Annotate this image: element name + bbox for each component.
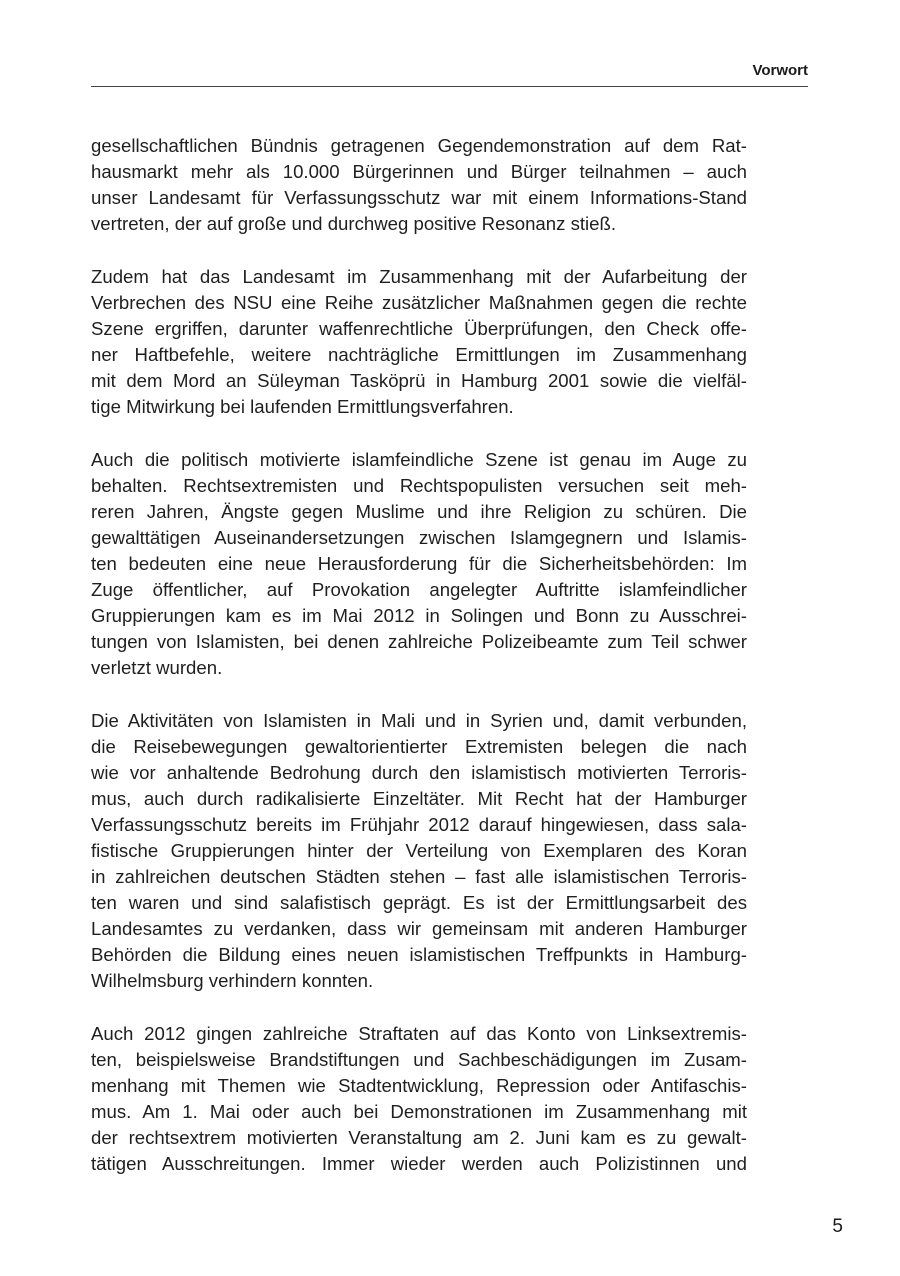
text-line: mus. Am 1. Mai oder auch bei Demonstrationen im Zusammenhang mit bbox=[91, 1101, 747, 1122]
text-line: hausmarkt mehr als 10.000 Bürgerinnen und Bürger teilnahmen – auch bbox=[91, 161, 747, 182]
text-line: Auch die politisch motivierte islamfeindliche Szene ist genau im Auge zu bbox=[91, 449, 747, 470]
text-line: Behörden die Bildung eines neuen islamistischen Treffpunkts in Hamburg- bbox=[91, 944, 747, 965]
text-line: ten waren und sind salafistisch geprägt. Es ist der Ermittlungsarbeit des bbox=[91, 892, 747, 913]
text-line: ner Haftbefehle, weitere nachträgliche Ermittlungen im Zusammenhang bbox=[91, 344, 747, 365]
text-line: tungen von Islamisten, bei denen zahlreiche Polizeibeamte zum Teil schwer bbox=[91, 631, 747, 652]
text-line: mus, auch durch radikalisierte Einzeltäter. Mit Recht hat der Hamburger bbox=[91, 788, 747, 809]
text-line: Landesamtes zu verdanken, dass wir gemeinsam mit anderen Hamburger bbox=[91, 918, 747, 939]
text-line: tätigen Ausschreitungen. Immer wieder werden auch Polizistinnen und bbox=[91, 1153, 747, 1174]
text-line: Verfassungsschutz bereits im Frühjahr 2012 darauf hingewiesen, dass sala- bbox=[91, 814, 747, 835]
text-line: Gruppierungen kam es im Mai 2012 in Solingen und Bonn zu Ausschrei- bbox=[91, 605, 747, 626]
text-line: Die Aktivitäten von Islamisten in Mali und in Syrien und, damit verbunden, bbox=[91, 710, 747, 731]
text-line: ten bedeuten eine neue Herausforderung für die Sicherheitsbehörden: Im bbox=[91, 553, 747, 574]
body-text bbox=[91, 133, 747, 1204]
paragraph-3 bbox=[91, 447, 747, 681]
page-number: 5 bbox=[832, 1216, 843, 1237]
text-line: wie vor anhaltende Bedrohung durch den islamistisch motivierten Terroris- bbox=[91, 762, 747, 783]
text-line: unser Landesamt für Verfassungsschutz war mit einem Informations-Stand bbox=[91, 187, 747, 208]
text-line: gesellschaftlichen Bündnis getragenen Gegendemonstration auf dem Rat- bbox=[91, 135, 747, 156]
text-line: behalten. Rechtsextremisten und Rechtspopulisten versuchen seit meh- bbox=[91, 475, 747, 496]
text-line: Verbrechen des NSU eine Reihe zusätzlicher Maßnahmen gegen die rechte bbox=[91, 292, 747, 313]
header-title: Vorwort bbox=[752, 62, 808, 79]
text-line: gewalttätigen Auseinandersetzungen zwischen Islamgegnern und Islamis- bbox=[91, 527, 747, 548]
text-line: der rechtsextrem motivierten Veranstaltung am 2. Juni kam es zu gewalt- bbox=[91, 1127, 747, 1148]
text-line: vertreten, der auf große und durchweg positive Resonanz stieß. bbox=[91, 213, 617, 234]
text-line: mit dem Mord an Süleyman Tasköprü in Hamburg 2001 sowie die vielfäl- bbox=[91, 370, 747, 391]
text-line: fistische Gruppierungen hinter der Verteilung von Exemplaren des Koran bbox=[91, 840, 747, 861]
running-header bbox=[91, 62, 808, 87]
text-line: die Reisebewegungen gewaltorientierter Extremisten belegen die nach bbox=[91, 736, 747, 757]
text-line: Wilhelmsburg verhindern konnten. bbox=[91, 970, 374, 991]
paragraph-4 bbox=[91, 708, 747, 994]
text-line: Szene ergriffen, darunter waffenrechtliche Überprüfungen, den Check offe- bbox=[91, 318, 747, 339]
text-line: Auch 2012 gingen zahlreiche Straftaten auf das Konto von Linksextremis- bbox=[91, 1023, 747, 1044]
text-line: verletzt wurden. bbox=[91, 657, 223, 678]
text-line: Zudem hat das Landesamt im Zusammenhang mit der Aufarbeitung der bbox=[91, 266, 747, 287]
text-line: ten, beispielsweise Brandstiftungen und Sachbeschädigungen im Zusam- bbox=[91, 1049, 747, 1070]
text-line: reren Jahren, Ängste gegen Muslime und ihre Religion zu schüren. Die bbox=[91, 501, 747, 522]
text-line: tige Mitwirkung bei laufenden Ermittlungsverfahren. bbox=[91, 396, 514, 417]
paragraph-2 bbox=[91, 264, 747, 420]
paragraph-5 bbox=[91, 1021, 747, 1177]
text-line: menhang mit Themen wie Stadtentwicklung, Repression oder Antifaschis- bbox=[91, 1075, 747, 1096]
text-line: Zuge öffentlicher, auf Provokation angelegter Auftritte islamfeindlicher bbox=[91, 579, 747, 600]
text-line: in zahlreichen deutschen Städten stehen – fast alle islamistischen Terroris- bbox=[91, 866, 747, 887]
paragraph-1 bbox=[91, 133, 747, 237]
